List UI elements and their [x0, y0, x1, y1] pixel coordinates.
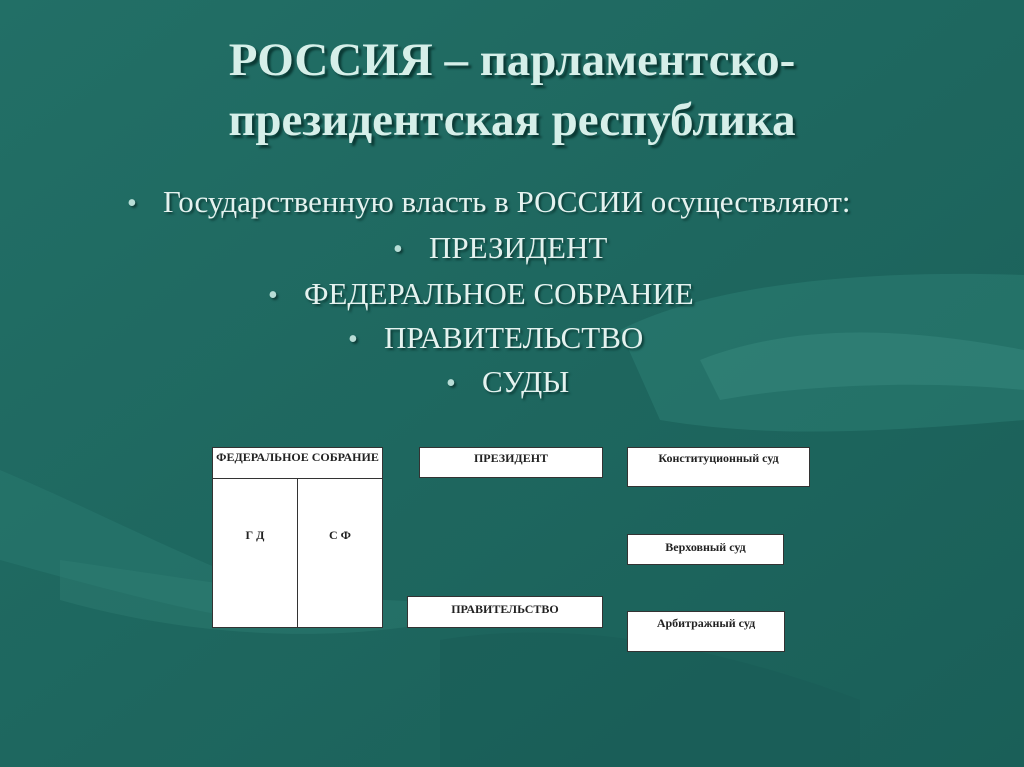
supreme-court-box: Верховный суд [627, 534, 784, 565]
bullet-dot-icon: • [268, 280, 278, 311]
bullet-dot-icon: • [393, 234, 403, 265]
bullet-president-text: ПРЕЗИДЕНТ [429, 230, 608, 265]
gd-label: Г Д [245, 528, 265, 542]
title-line-1: РОССИЯ – парламентско- [228, 34, 796, 86]
federal-assembly-header: ФЕДЕРАЛЬНОЕ СОБРАНИЕ [213, 448, 382, 479]
bullet-government [348, 320, 643, 358]
bullet-intro-text: Государственную власть в РОССИИ осуществляют: [163, 184, 851, 219]
bullet-intro [127, 184, 851, 222]
bullet-federal-assembly-text: ФЕДЕРАЛЬНОЕ СОБРАНИЕ [304, 276, 694, 311]
bullet-dot-icon: • [446, 368, 456, 399]
bullet-dot-icon: • [127, 188, 137, 219]
sf-label: С Ф [329, 528, 351, 542]
bullet-dot-icon: • [348, 324, 358, 355]
government-box: ПРАВИТЕЛЬСТВО [407, 596, 603, 628]
bullet-courts [446, 364, 569, 402]
bullet-government-text: ПРАВИТЕЛЬСТВО [384, 320, 644, 355]
president-box: ПРЕЗИДЕНТ [419, 447, 603, 478]
bullet-federal-assembly [268, 276, 694, 314]
bullet-president [393, 230, 607, 268]
federal-assembly-divider [297, 479, 298, 628]
arbitration-court-box: Арбитражный суд [627, 611, 785, 652]
constitutional-court-box: Конституционный суд [627, 447, 810, 487]
bullet-courts-text: СУДЫ [482, 364, 570, 399]
federal-assembly-box [212, 447, 383, 628]
title-line-2: президентская республика [228, 94, 796, 146]
